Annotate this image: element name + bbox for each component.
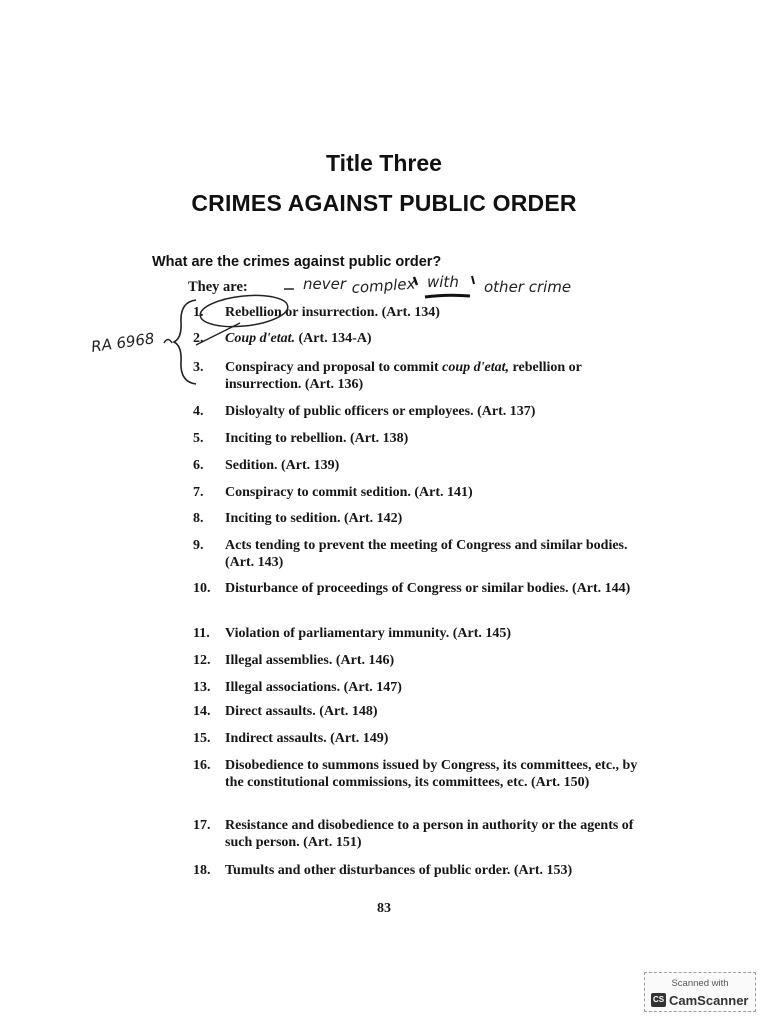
list-item-text: [223, 580, 640, 597]
list-item: [180, 304, 640, 321]
list-item-number: 4.: [193, 404, 204, 419]
list-item: [180, 730, 640, 747]
list-item-text: [223, 862, 640, 879]
text-run: Inciting to sedition. (Art. 142): [225, 511, 403, 526]
handwritten-note-with: with: [427, 273, 459, 291]
list-item-text: [223, 652, 640, 669]
list-item-text: [223, 430, 640, 447]
text-run: Indirect assaults. (Art. 149): [225, 731, 389, 746]
list-item: [180, 679, 640, 696]
list-item-number: 5.: [193, 431, 204, 446]
list-item-number: 1.: [193, 305, 204, 320]
list-item-text: [223, 359, 640, 393]
text-run: Inciting to rebellion. (Art. 138): [225, 431, 409, 446]
list-item: [180, 484, 640, 501]
handwritten-note-never: never: [303, 275, 347, 293]
text-run: (Art. 134-A): [295, 331, 372, 346]
list-item-number: 16.: [193, 758, 211, 773]
list-item-text: [223, 510, 640, 527]
list-item: [180, 703, 640, 720]
list-item-text: [223, 403, 640, 420]
text-run: Sedition. (Art. 139): [225, 458, 340, 473]
camscanner-brand: CamScanner: [669, 993, 749, 1008]
list-item-number: 14.: [193, 704, 211, 719]
list-item-text: [223, 817, 640, 851]
list-item-text: [223, 757, 640, 791]
list-item-number: 15.: [193, 731, 211, 746]
list-item: [180, 652, 640, 669]
italic-text: Coup d'etat.: [225, 331, 296, 346]
text-run: rebellion or insurrection. (Art. 136): [225, 360, 582, 392]
list-item-number: 8.: [193, 511, 204, 526]
text-run: Illegal assemblies. (Art. 146): [225, 653, 395, 668]
text-run: Resistance and disobedience to a person in authority or the agents of such person. (Art. 151): [225, 818, 634, 850]
list-item: [180, 430, 640, 447]
scanned-with-caption: Scanned with: [671, 978, 729, 989]
list-item-text: [223, 679, 640, 696]
list-item-number: 10.: [193, 581, 211, 596]
text-run: Direct assaults. (Art. 148): [225, 704, 378, 719]
text-run: Disloyalty of public officers or employees. (Art. 137): [225, 404, 536, 419]
list-item-text: [223, 304, 640, 321]
text-run: Illegal associations. (Art. 147): [225, 680, 402, 695]
text-run: Rebellion or insurrection. (Art. 134): [225, 305, 440, 320]
handwritten-note-complex: complex: [351, 274, 416, 297]
question-heading: What are the crimes against public order?: [152, 254, 442, 270]
list-item: [180, 580, 640, 597]
list-item-text: [223, 625, 640, 642]
text-run: Disturbance of proceedings of Congress or similar bodies. (Art. 144): [225, 581, 631, 596]
list-item-number: 12.: [193, 653, 211, 668]
list-item-text: [223, 484, 640, 501]
list-item-text: [223, 703, 640, 720]
list-item-number: 11.: [193, 626, 210, 641]
text-run: Disobedience to summons issued by Congress, its committees, etc., by the constitutional commissions, its committees, etc. (Art. 150): [225, 758, 638, 790]
list-item-number: 7.: [193, 485, 204, 500]
list-item-number: 17.: [193, 818, 211, 833]
title-line-1: Title Three: [326, 150, 442, 176]
list-item: [180, 403, 640, 420]
list-item-text: [223, 330, 640, 347]
list-item-text: [223, 730, 640, 747]
list-item: [180, 862, 640, 879]
camscanner-badge: [644, 972, 756, 1012]
intro-text: They are:: [188, 279, 248, 295]
list-item-number: 3.: [193, 360, 204, 375]
handwritten-margin-note: RA 6968: [90, 329, 156, 356]
list-item-text: [223, 457, 640, 474]
list-item-text: [223, 537, 640, 571]
text-run: Tumults and other disturbances of public order. (Art. 153): [225, 863, 573, 878]
list-item-number: 2.: [193, 331, 204, 346]
text-run: Conspiracy to commit sedition. (Art. 141): [225, 485, 473, 500]
title-line-2: CRIMES AGAINST PUBLIC ORDER: [191, 190, 577, 216]
italic-text: coup d'etat,: [442, 360, 510, 375]
list-item-number: 9.: [193, 538, 204, 553]
list-item: [180, 537, 640, 571]
list-item-number: 6.: [193, 458, 204, 473]
text-run: Violation of parliamentary immunity. (Art. 145): [225, 626, 512, 641]
list-item: [180, 457, 640, 474]
list-item: [180, 510, 640, 527]
text-run: Conspiracy and proposal to commit: [225, 360, 443, 375]
list-item: [180, 625, 640, 642]
list-item: [180, 330, 640, 347]
list-item-number: 18.: [193, 863, 211, 878]
list-item: [180, 757, 640, 791]
list-item: [180, 359, 640, 393]
handwritten-note-other-crime: other crime: [484, 278, 572, 296]
camscanner-logo-icon: CS: [651, 993, 666, 1007]
text-run: Acts tending to prevent the meeting of Congress and similar bodies. (Art. 143): [225, 538, 628, 570]
list-item-number: 13.: [193, 680, 211, 695]
page-number: 83: [377, 901, 391, 916]
list-item: [180, 817, 640, 851]
